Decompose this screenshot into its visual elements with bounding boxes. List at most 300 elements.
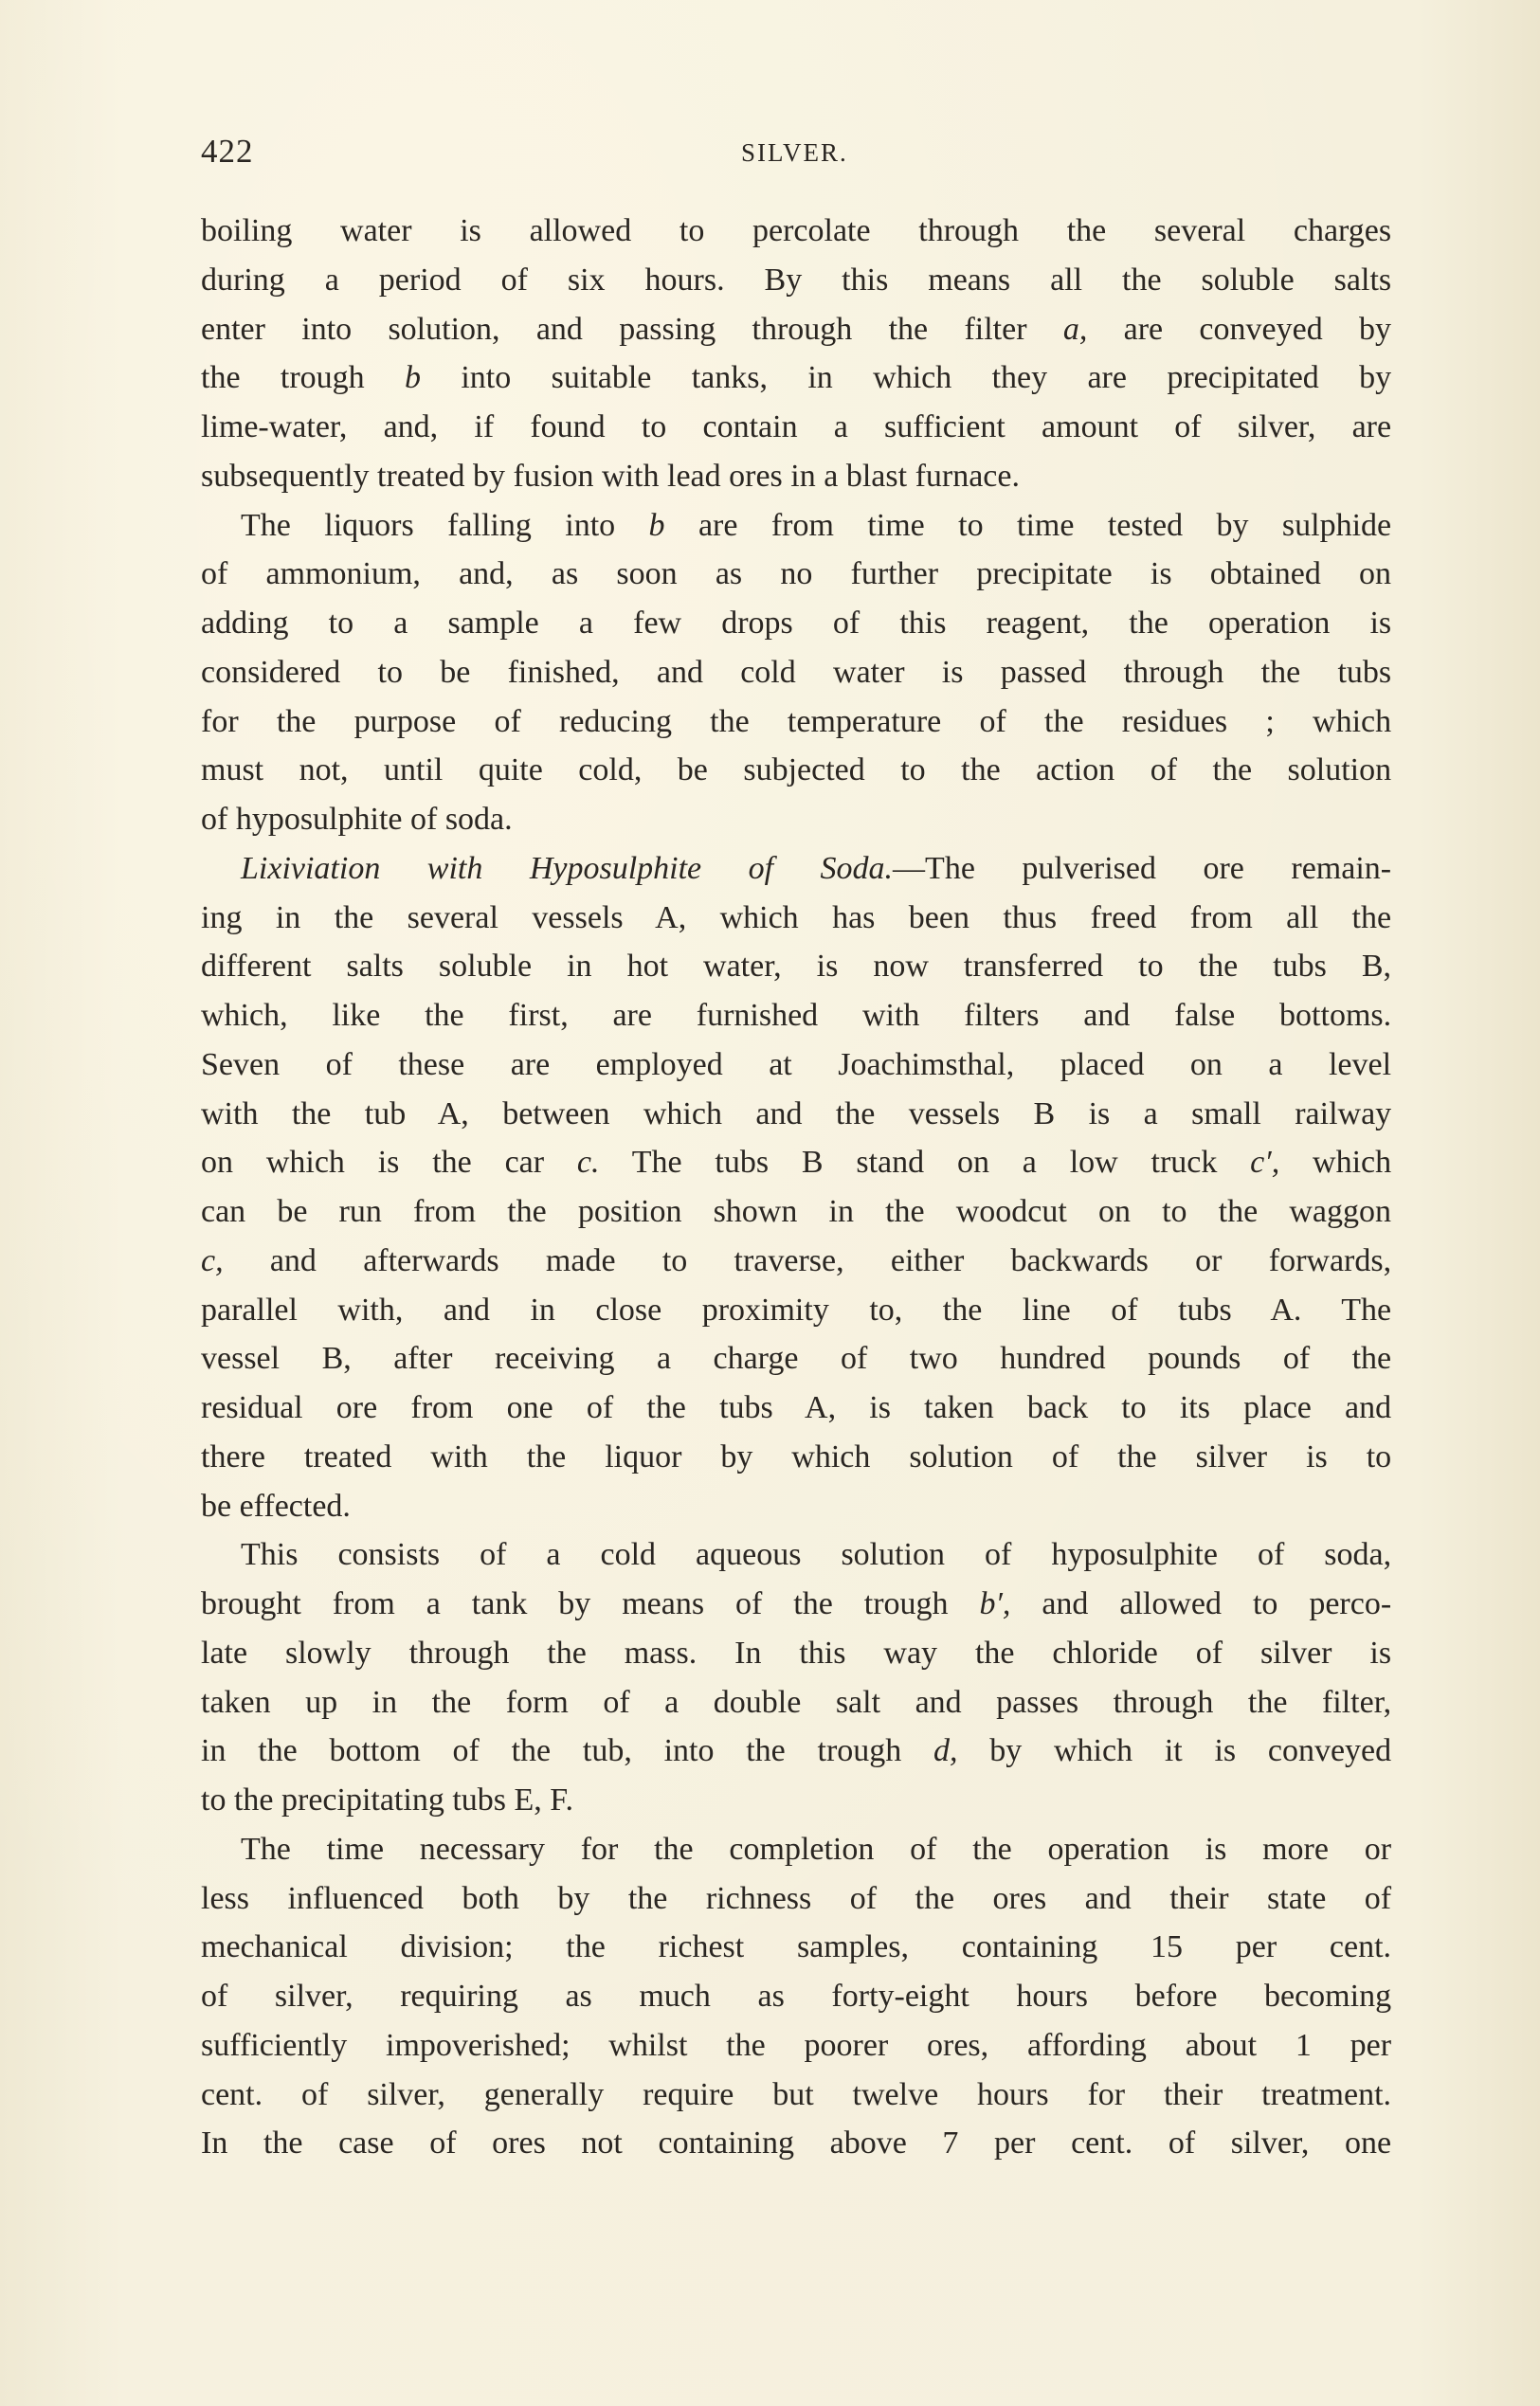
word: false [1174,998,1236,1033]
word: and [755,1095,803,1131]
italic-text: Soda. [820,850,894,886]
text-line [201,599,1391,648]
word: by [720,1438,753,1474]
word: The [241,507,291,543]
word: requiring [400,1979,518,2014]
word: up [305,1684,338,1720]
word: not [581,2126,623,2162]
word: residual [201,1390,303,1425]
word: the [526,1438,567,1474]
text-line [201,550,1391,599]
word: completion [729,1831,875,1867]
word: a [824,458,839,494]
word: the [942,1292,983,1328]
word: or [1195,1242,1223,1278]
word: car [504,1145,545,1181]
word: of [1174,409,1202,444]
italic-text: d, [933,1733,958,1769]
word: mass. [624,1635,698,1671]
word: of [979,703,1006,739]
word: freed [1090,899,1157,935]
word: a [656,1341,672,1377]
text-line [201,1433,1391,1482]
word: of [985,1537,1012,1573]
word: the [1122,262,1162,298]
running-head [201,133,1384,180]
word: cent. [1071,2126,1133,2162]
word: samples, [796,1929,909,1965]
word: are [698,507,738,543]
word: no [780,556,813,592]
word: run [338,1194,382,1229]
word: is [1369,606,1392,641]
word: residues [1121,703,1228,739]
word: pounds [1148,1341,1241,1377]
word: six [567,262,606,298]
word: to [1252,1586,1278,1621]
word: much [639,1979,711,2014]
word: if [474,409,495,444]
word: and, [383,409,439,444]
word: impoverished; [386,2027,571,2063]
word: temperature [787,703,942,739]
text-line [201,1482,1391,1531]
word: soluble [438,949,533,985]
word: subjected [743,752,865,788]
word: through [918,213,1020,248]
text-line [201,256,1391,305]
word: In [734,1635,762,1671]
word: the [835,1095,876,1131]
word: to [1121,1390,1147,1425]
word: on [1189,1046,1223,1082]
word: solution [909,1438,1013,1474]
word: form [505,1684,569,1720]
word: ores [992,1880,1047,1916]
word: the [431,1684,472,1720]
word: aqueous [696,1537,802,1573]
word: proximity [701,1292,829,1328]
word: brought [201,1586,301,1621]
word: The [631,1145,682,1181]
text-line [201,1629,1391,1678]
word: filters [964,998,1040,1033]
word: hours. [644,262,725,298]
word: —The [893,850,975,886]
word: allowed [1119,1586,1223,1621]
word: railway [1295,1095,1392,1131]
word: but [772,2076,814,2112]
word: ore [1203,850,1244,886]
text-line [201,1334,1391,1384]
word: tubs [715,1145,770,1181]
word: as [565,1979,592,2014]
word: charges [1293,213,1392,248]
text-line [201,1138,1391,1187]
word: forwards, [1268,1242,1392,1278]
word: vessel [201,1341,281,1377]
word: twelve [852,2076,939,2112]
word: the [1247,1684,1288,1720]
word: close [595,1292,662,1328]
word: F. [550,1782,573,1818]
word: a [426,1586,441,1621]
word: containing [658,2126,795,2162]
word: both [462,1880,519,1916]
word: through [752,311,853,347]
word: the [334,899,374,935]
word: liquor [605,1438,682,1474]
word: considered [201,654,341,690]
word: water [340,213,412,248]
word: in [790,458,816,494]
word: salts [346,949,404,985]
word: level [1328,1046,1392,1082]
word: the [233,1782,274,1818]
word: shown [713,1194,798,1229]
word: and [535,311,583,347]
word: one [506,1390,553,1425]
word: small [1191,1095,1261,1131]
word: about [1185,2027,1258,2063]
word: require [643,2076,734,2112]
word: back [1026,1390,1089,1425]
text-line [201,1286,1391,1335]
word: which [265,1145,345,1181]
word: conveyed [1199,311,1323,347]
word: The [1341,1292,1392,1328]
word: charge [713,1341,799,1377]
word: way [883,1635,938,1671]
word: water, [703,949,782,985]
word: as [551,556,579,592]
word: tested [1107,507,1184,543]
word: Seven [201,1046,281,1082]
word: precipitate [976,556,1113,592]
word: taken [201,1684,271,1720]
word: precipitated [1167,360,1319,396]
word: forty-eight [831,1979,969,2014]
word: richest [658,1929,745,1965]
body-text [201,207,1391,2168]
word: ores, [927,2027,989,2063]
word: from [412,1194,477,1229]
word: period [378,262,462,298]
word: which [791,1438,871,1474]
text-line [201,2071,1391,2120]
word: the [888,311,929,347]
word: the [432,1145,472,1181]
word: to [679,213,705,248]
word: the [263,2126,303,2162]
word: of [429,2126,457,2162]
word: is [1205,1831,1227,1867]
italic-text: b′, [979,1586,1011,1621]
running-title: SILVER. [741,138,848,167]
word: two [909,1341,958,1377]
word: there [201,1438,265,1474]
text-line [201,305,1391,354]
word: and [1042,1586,1089,1621]
word: the [1198,949,1239,985]
word: bottoms. [1279,998,1392,1033]
word: is [1369,1635,1392,1671]
word: consists [337,1537,441,1573]
word: of [832,606,861,641]
word: parallel [201,1292,298,1328]
word: the [627,1880,668,1916]
word: salt [835,1684,881,1720]
word: either [890,1242,965,1278]
word: cent. [1329,1929,1392,1965]
word: influenced [287,1880,424,1916]
word: hours [977,2076,1049,2112]
word: treatment. [1261,2076,1392,2112]
word: the [511,1733,552,1769]
word: and [443,1292,490,1328]
word: by [1359,311,1391,347]
text-line [201,1972,1391,2021]
word: the [710,703,750,739]
word: late [201,1635,248,1671]
text-line [201,2021,1391,2071]
word: by [1216,507,1249,543]
word: be [677,752,708,788]
word: a [1268,1046,1283,1082]
word: until [384,752,444,788]
word: are [510,1046,551,1082]
word: now [873,949,929,985]
word: fusion [513,458,594,494]
word: on [1097,1194,1131,1229]
italic-text: c. [576,1145,600,1181]
word: division; [400,1929,514,1965]
word: B [1033,1095,1056,1131]
word: to [661,1242,688,1278]
word: tanks, [691,360,768,396]
word: the [1351,1341,1392,1377]
word: and [269,1242,317,1278]
word: through [408,1635,510,1671]
word: this [899,606,947,641]
italic-text: b [405,360,422,396]
word: of [500,262,528,298]
word: is [941,654,964,690]
word: which [1053,1733,1133,1769]
word: the [1044,703,1084,739]
word: generally [483,2076,605,2112]
word: sulphide [1281,507,1392,543]
word: a [578,606,593,641]
word: means [622,1586,705,1621]
word: be [201,1488,232,1524]
word: several [1153,213,1246,248]
word: per [1235,1929,1277,1965]
word: A, [805,1390,837,1425]
word: silver [1195,1438,1268,1474]
word: by [558,1586,591,1621]
word: passes [996,1684,1079,1720]
word: conveyed [1267,1733,1392,1769]
word: truck [1150,1145,1218,1181]
word: cent. [201,2076,263,2112]
word: of [480,1537,507,1573]
word: the [1351,899,1392,935]
word: been [908,899,969,935]
text-line [201,1825,1391,1874]
word: which [643,1095,722,1131]
word: whilst [608,2027,688,2063]
word: is [1150,556,1172,592]
word: into [301,311,353,347]
word: to [377,654,403,690]
word: of [452,1733,480,1769]
word: effected. [239,1488,351,1524]
word: at [769,1046,792,1082]
word: tank [471,1586,528,1621]
word: salts [1333,262,1392,298]
word: quite [478,752,543,788]
word: liquors [324,507,414,543]
word: their [1169,1880,1229,1916]
word: treated [303,1438,392,1474]
word: the [746,1733,786,1769]
word: ores [492,2126,546,2162]
word: reducing [559,703,672,739]
word: on [956,1145,989,1181]
word: enter [201,311,265,347]
word: different [201,949,312,985]
word: must [201,752,264,788]
word: with [861,998,920,1033]
word: of [1051,1438,1079,1474]
word: not, [299,752,349,788]
word: sample [447,606,539,641]
word: with [602,458,660,494]
word: and [656,654,703,690]
word: of [1364,1880,1392,1916]
word: B, [1361,949,1392,985]
word: to [1138,949,1164,985]
word: the [507,1194,547,1229]
italic-text: Lixiviation [241,850,381,886]
word: this [799,1635,846,1671]
word: a [324,262,339,298]
word: filter [964,311,1027,347]
word: to [201,1782,226,1818]
word: cold, [578,752,643,788]
word: afterwards [363,1242,499,1278]
word: the [566,1929,606,1965]
text-line [201,353,1391,403]
italic-text: of [748,850,774,886]
word: in [371,1684,398,1720]
word: ores [729,458,783,494]
word: This [241,1537,299,1573]
word: the [276,703,317,739]
word: with [201,1095,259,1131]
word: above [829,2126,907,2162]
text-line [201,746,1391,795]
word: drops [721,606,793,641]
text-line [201,1874,1391,1924]
text-line [201,1187,1391,1237]
word: which [719,899,799,935]
word: of [1257,1537,1285,1573]
word: into [461,360,512,396]
word: of [603,1684,630,1720]
text-line [201,2119,1391,2168]
word: by [1359,360,1392,396]
word: are [612,998,652,1033]
word: poorer [804,2027,889,2063]
word: be [440,654,471,690]
word: in [275,899,301,935]
word: silver, [367,2076,445,2112]
word: the [1066,213,1107,248]
word: A, [437,1095,469,1131]
word: in [530,1292,555,1328]
word: position [577,1194,682,1229]
word: filter, [1321,1684,1392,1720]
word: of [586,1390,614,1425]
word: a [664,1684,679,1720]
word: hours [1016,1979,1088,2014]
word: as [757,1979,785,2014]
word: B [801,1145,824,1181]
word: into [663,1733,715,1769]
word: waggon [1289,1194,1391,1229]
word: or [1364,1831,1392,1867]
text-line [201,403,1391,452]
word: treated [377,458,465,494]
word: and, [459,556,514,592]
word: pulverised [1022,850,1157,886]
word: the [793,1586,833,1621]
text-line [201,1090,1391,1139]
word: cold [600,1537,657,1573]
word: 15 [1150,1929,1183,1965]
text-line [201,1040,1391,1090]
word: perco- [1309,1586,1392,1621]
text-line [201,1530,1391,1580]
word: which [1313,1145,1392,1181]
word: In [201,2126,228,2162]
word: which [873,360,952,396]
word: soda. [444,802,513,837]
word: affording [1026,2027,1147,2063]
word: woodcut [955,1194,1067,1229]
word: of [910,1831,937,1867]
word: vessels [532,899,624,935]
text-line [201,1384,1391,1433]
word: placed [1060,1046,1145,1082]
word: furnace. [915,458,1020,494]
word: silver [1259,1635,1332,1671]
word: the [1129,606,1169,641]
word: the [974,1635,1015,1671]
word: hot [626,949,669,985]
word: richness [705,1880,812,1916]
word: these [398,1046,465,1082]
word: state [1267,1880,1327,1916]
word: silver, [1237,409,1316,444]
word: of [201,1979,228,2014]
word: is [1088,1095,1111,1131]
word: operation [1047,1831,1169,1867]
word: into [565,507,616,543]
word: has [832,899,876,935]
